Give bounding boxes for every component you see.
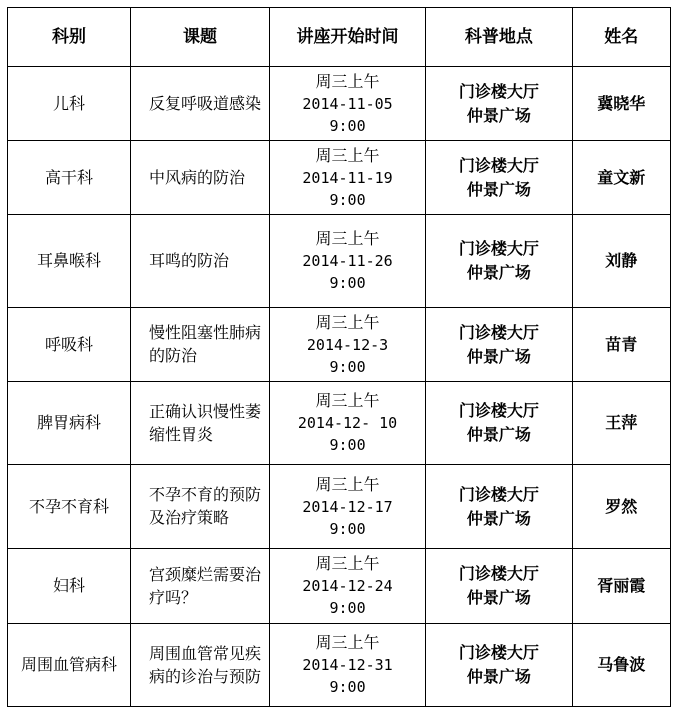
cell-location [426, 67, 573, 141]
table-row [8, 382, 671, 465]
location-line-1: 门诊楼大厅 [458, 81, 539, 101]
cell-location [426, 549, 573, 624]
cell-department: 高干科 [8, 141, 131, 215]
topic-text: 宫颈糜烂需要治疗吗？ [148, 564, 261, 607]
time-day: 周三上午 [315, 474, 380, 494]
time-day: 周三上午 [315, 229, 380, 248]
time-day: 周三上午 [315, 633, 380, 652]
topic-text: 正确认识慢性萎缩性胃炎 [148, 401, 261, 444]
cell-location [426, 308, 573, 382]
cell-topic [130, 308, 269, 382]
location-line-1: 门诊楼大厅 [458, 239, 539, 258]
cell-topic [130, 141, 269, 215]
time-day: 周三上午 [315, 554, 380, 573]
cell-name: 童文新 [572, 141, 670, 215]
location-line-2: 仲景广场 [466, 346, 531, 366]
header-time: 讲座开始时间 [269, 8, 425, 67]
cell-location [426, 141, 573, 215]
location-line-1: 门诊楼大厅 [458, 564, 539, 583]
time-hour: 9:00 [329, 116, 366, 135]
topic-text: 慢性阻塞性肺病的防治 [148, 323, 261, 365]
time-day: 周三上午 [315, 145, 380, 165]
cell-name: 胥丽霞 [572, 549, 670, 624]
cell-topic [130, 624, 269, 707]
cell-name: 苗青 [572, 308, 670, 382]
time-day: 周三上午 [315, 391, 380, 410]
cell-department: 不孕不育科 [8, 465, 131, 549]
time-hour: 9:00 [329, 190, 366, 209]
time-date: 2014-12-3 [306, 335, 389, 354]
time-date: 2014-12-17 [302, 497, 393, 516]
cell-topic [130, 67, 269, 141]
header-location: 科普地点 [426, 8, 573, 67]
location-line-1: 门诊楼大厅 [458, 155, 539, 175]
cell-name: 王萍 [572, 382, 670, 465]
cell-location [426, 382, 573, 465]
topic-text: 不孕不育的预防及治疗策略 [148, 485, 261, 527]
location-line-2: 仲景广场 [466, 588, 531, 607]
header-row [8, 8, 671, 67]
location-line-1: 门诊楼大厅 [458, 322, 539, 342]
cell-time [269, 465, 425, 549]
cell-department: 耳鼻喉科 [8, 215, 131, 308]
time-date: 2014-12-24 [302, 577, 393, 595]
cell-time [269, 67, 425, 141]
time-date: 2014-11-19 [302, 168, 393, 187]
time-hour: 9:00 [329, 599, 366, 617]
cell-name: 罗然 [572, 465, 670, 549]
cell-name: 刘静 [572, 215, 670, 308]
cell-department: 脾胃病科 [8, 382, 131, 465]
cell-location [426, 624, 573, 707]
cell-topic [130, 549, 269, 624]
location-line-2: 仲景广场 [466, 263, 531, 282]
time-hour: 9:00 [329, 357, 366, 376]
time-hour: 9:00 [329, 436, 366, 454]
time-day: 周三上午 [315, 71, 380, 91]
table-row [8, 549, 671, 624]
cell-name: 冀晓华 [572, 67, 670, 141]
table-row [8, 67, 671, 141]
location-line-2: 仲景广场 [466, 105, 531, 125]
cell-department: 呼吸科 [8, 308, 131, 382]
table-row [8, 624, 671, 707]
cell-location [426, 215, 573, 308]
cell-name: 马鲁波 [572, 624, 670, 707]
time-hour: 9:00 [329, 519, 366, 538]
cell-department: 儿科 [8, 67, 131, 141]
cell-topic [130, 215, 269, 308]
location-line-2: 仲景广场 [466, 508, 531, 528]
time-day: 周三上午 [315, 312, 380, 332]
time-date: 2014-12-31 [302, 656, 393, 674]
cell-topic [130, 465, 269, 549]
topic-text: 中风病的防治 [148, 167, 245, 187]
topic-text: 反复呼吸道感染 [148, 93, 261, 113]
cell-time [269, 624, 425, 707]
time-hour: 9:00 [329, 274, 366, 292]
cell-time [269, 308, 425, 382]
cell-topic [130, 382, 269, 465]
location-line-1: 门诊楼大厅 [458, 401, 539, 420]
cell-time [269, 141, 425, 215]
table-row [8, 141, 671, 215]
location-line-2: 仲景广场 [466, 179, 531, 199]
cell-department: 妇科 [8, 549, 131, 624]
location-line-1: 门诊楼大厅 [458, 643, 539, 662]
time-date: 2014-11-26 [302, 252, 393, 270]
time-date: 2014-12- 10 [297, 414, 398, 432]
location-line-2: 仲景广场 [466, 425, 531, 444]
cell-time [269, 215, 425, 308]
location-line-1: 门诊楼大厅 [458, 484, 539, 504]
header-topic: 课题 [130, 8, 269, 67]
time-hour: 9:00 [329, 678, 366, 696]
cell-location [426, 465, 573, 549]
topic-text: 耳鸣的防治 [148, 251, 229, 270]
cell-time [269, 549, 425, 624]
cell-department: 周围血管病科 [8, 624, 131, 707]
header-name: 姓名 [572, 8, 670, 67]
location-line-2: 仲景广场 [466, 667, 531, 686]
cell-time [269, 382, 425, 465]
table-row [8, 465, 671, 549]
time-date: 2014-11-05 [302, 94, 393, 113]
lecture-schedule-table [7, 7, 671, 707]
table-row [8, 215, 671, 308]
table-row [8, 308, 671, 382]
header-department: 科别 [8, 8, 131, 67]
table-body [8, 67, 671, 707]
topic-text: 周围血管常见疾病的诊治与预防 [148, 643, 261, 686]
